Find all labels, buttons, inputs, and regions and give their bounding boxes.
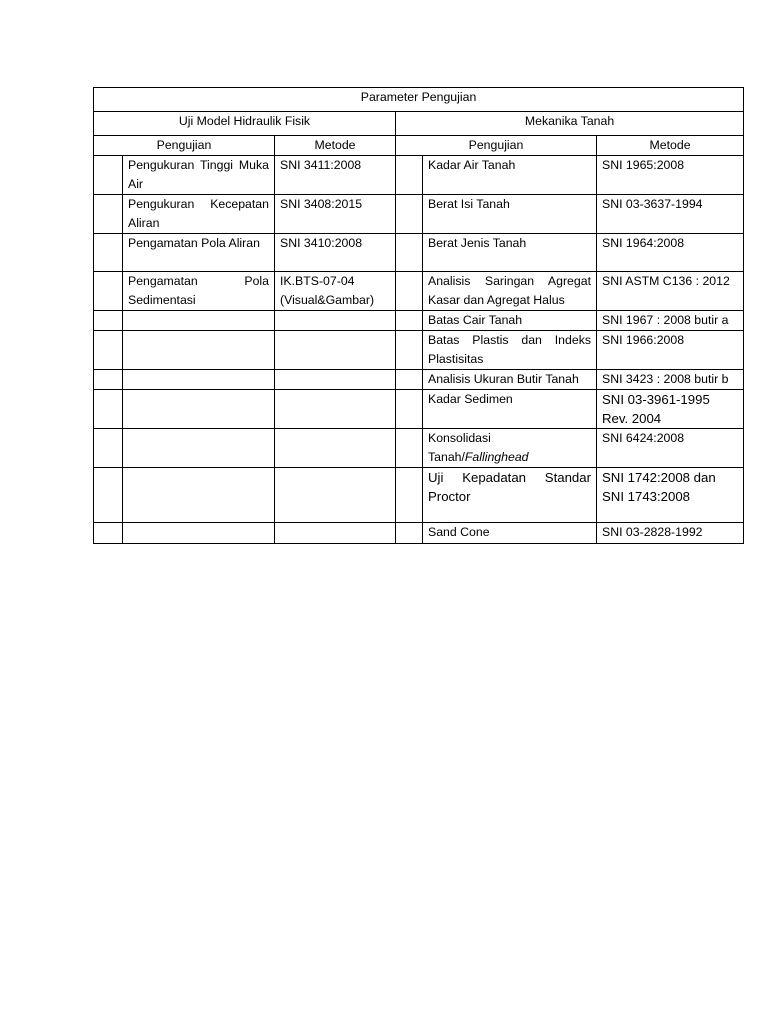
right-method-cell: SNI ASTM C136 : 2012 — [597, 272, 744, 311]
blank-cell — [94, 390, 123, 429]
left-test-cell: Pengamatan Pola Sedimentasi — [123, 272, 275, 311]
left-test-cell — [123, 370, 275, 390]
blank-cell — [396, 272, 423, 311]
blank-cell — [396, 370, 423, 390]
right-method-cell: SNI 03-2828-1992 — [597, 523, 744, 544]
blank-cell — [94, 195, 123, 234]
left-test-cell: Pengukuran Tinggi Muka Air — [123, 156, 275, 195]
table-row — [94, 429, 744, 468]
blank-cell — [396, 156, 423, 195]
right-method-cell: SNI 3423 : 2008 butir b — [597, 370, 744, 390]
left-method-cell — [275, 468, 396, 523]
right-method-cell: SNI 1742:2008 dan SNI 1743:2008 — [597, 468, 744, 523]
table-row — [94, 390, 744, 429]
right-method-cell: SNI 03-3961-1995 Rev. 2004 — [597, 390, 744, 429]
column-header-row — [94, 136, 744, 156]
blank-cell — [396, 311, 423, 331]
blank-cell — [396, 390, 423, 429]
right-method-cell: SNI 03-3637-1994 — [597, 195, 744, 234]
blank-cell — [396, 468, 423, 523]
col-header-pengujian-left: Pengujian — [94, 136, 275, 156]
left-method-cell: IK.BTS-07-04 (Visual&Gambar) — [275, 272, 396, 311]
left-method-cell — [275, 311, 396, 331]
right-test-cell: Berat Isi Tanah — [423, 195, 597, 234]
blank-cell — [396, 195, 423, 234]
table-title-row — [94, 88, 744, 112]
table-row — [94, 272, 744, 311]
right-method-cell: SNI 1964:2008 — [597, 234, 744, 272]
blank-cell — [94, 429, 123, 468]
table-row — [94, 523, 744, 544]
group-header-row — [94, 112, 744, 136]
blank-cell — [94, 468, 123, 523]
left-test-cell: Pengamatan Pola Aliran — [123, 234, 275, 272]
parameter-table — [93, 87, 744, 544]
table-row — [94, 195, 744, 234]
right-method-cell: SNI 1967 : 2008 butir a — [597, 311, 744, 331]
blank-cell — [94, 331, 123, 370]
table-title: Parameter Pengujian — [94, 88, 744, 112]
left-method-cell: SNI 3408:2015 — [275, 195, 396, 234]
blank-cell — [94, 311, 123, 331]
table-row — [94, 370, 744, 390]
right-test-text: Konsolidasi Tanah/ — [428, 431, 491, 464]
right-test-cell: Uji Kepadatan Standar Proctor — [423, 468, 597, 523]
right-test-cell: Kadar Sedimen — [423, 390, 597, 429]
left-test-cell — [123, 429, 275, 468]
left-method-cell: SNI 3410:2008 — [275, 234, 396, 272]
right-test-cell: Batas Cair Tanah — [423, 311, 597, 331]
right-test-cell — [423, 429, 597, 468]
right-method-cell: SNI 1966:2008 — [597, 331, 744, 370]
left-method-cell: SNI 3411:2008 — [275, 156, 396, 195]
table-row — [94, 156, 744, 195]
blank-cell — [94, 156, 123, 195]
left-test-cell: Pengukuran Kecepatan Aliran — [123, 195, 275, 234]
right-test-cell: Berat Jenis Tanah — [423, 234, 597, 272]
right-method-cell: SNI 1965:2008 — [597, 156, 744, 195]
group-header-mekanika: Mekanika Tanah — [396, 112, 744, 136]
left-method-cell — [275, 331, 396, 370]
blank-cell — [396, 331, 423, 370]
col-header-metode-right: Metode — [597, 136, 744, 156]
left-method-cell — [275, 523, 396, 544]
right-test-cell: Kadar Air Tanah — [423, 156, 597, 195]
table-row — [94, 234, 744, 272]
left-test-cell — [123, 331, 275, 370]
group-header-hidraulik: Uji Model Hidraulik Fisik — [94, 112, 396, 136]
blank-cell — [396, 523, 423, 544]
blank-cell — [94, 272, 123, 311]
left-method-cell — [275, 370, 396, 390]
blank-cell — [94, 370, 123, 390]
col-header-pengujian-right: Pengujian — [396, 136, 597, 156]
right-test-cell: Batas Plastis dan Indeks Plastisitas — [423, 331, 597, 370]
blank-cell — [94, 234, 123, 272]
left-test-cell — [123, 523, 275, 544]
left-method-cell — [275, 390, 396, 429]
right-test-cell: Analisis Saringan Agregat Kasar dan Agregat Halus — [423, 272, 597, 311]
blank-cell — [396, 234, 423, 272]
table-row — [94, 331, 744, 370]
table-row — [94, 468, 744, 523]
left-test-cell — [123, 311, 275, 331]
left-test-cell — [123, 468, 275, 523]
table-row — [94, 311, 744, 331]
right-method-cell: SNI 6424:2008 — [597, 429, 744, 468]
right-test-cell: Sand Cone — [423, 523, 597, 544]
blank-cell — [94, 523, 123, 544]
left-test-cell — [123, 390, 275, 429]
left-method-cell — [275, 429, 396, 468]
blank-cell — [396, 429, 423, 468]
right-test-italic-text: Fallinghead — [464, 450, 529, 464]
right-test-cell: Analisis Ukuran Butir Tanah — [423, 370, 597, 390]
col-header-metode-left: Metode — [275, 136, 396, 156]
